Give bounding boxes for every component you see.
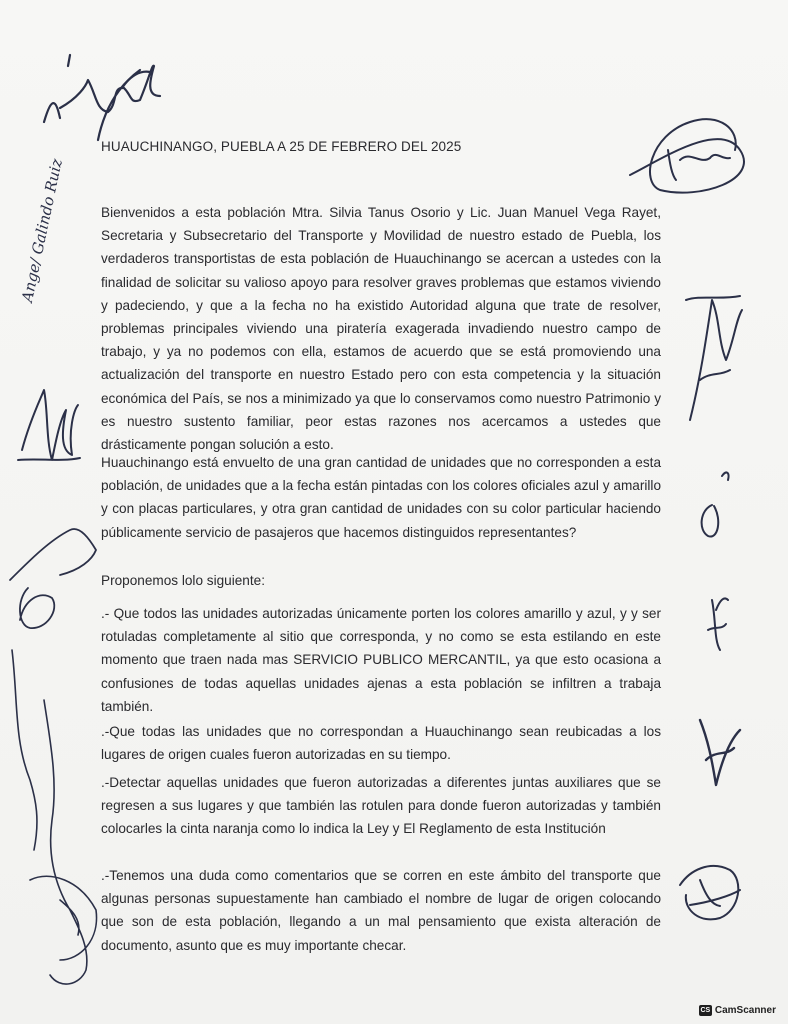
margin-handwritten-name: Ange/ Galindo Ruiz	[18, 157, 66, 304]
paragraph-proposal-heading: Proponemos lolo siguiente:	[101, 573, 265, 588]
document-dateline: HUAUCHINANGO, PUEBLA A 25 DE FEBRERO DEL 2025	[101, 139, 462, 154]
signature-left-1	[18, 390, 80, 460]
paragraph-problem: Huauchinango está envuelto de una gran cantidad de unidades que no corresponden a esta población, de unidades que a la fecha están pintadas con los colores oficiales azul y amarillo y con placas particulares, y otra gran cantidad de unidades con su color particular haciendo públicamente servicio de pasajeros que hacemos distinguidos representantes?	[101, 455, 661, 540]
signature-right-2	[702, 473, 729, 537]
signature-top-left	[44, 55, 160, 140]
proposal-item-colors: .- Que todos las unidades autorizadas únicamente porten los colores amarillo y azul, y y ser rotuladas completamente al sitio que corresponda, y no como se esta estilando en este momento que traen nada mas SERVICIO PUBLICO MERCANTIL, ya que esto ocasiona a confusiones de todas aquellas unidades ajenas a esta población se infiltren a trabaja también.	[101, 606, 661, 714]
paragraph-introduction: Bienvenidos a esta población Mtra. Silvia Tanus Osorio y Lic. Juan Manuel Vega Rayet, Secretaria y Subsecretario del Transporte y Movilidad de nuestro estado de Puebla, los verdaderos transportistas de esta población de Huauchinango se acercan a ustedes con la finalidad de solicitar su valioso apoyo para resolver graves problemas que estamos viviendo y padeciendo, y que a la fecha no ha existido Autoridad alguna que trate de resolver, problemas principales viviendo una piratería exagerada invadiendo nuestro campo de trabajo, y ya no podemos con ella, estamos de acuerdo que se está promoviendo una actualización del transporte en nuestro Estado pero con esta competencia y la situación económica del País, se nos a minimizado ya que lo conservamos como nuestro Patrimonio y es nuestro sustento familiar, peor estas razones nos acercamos a ustedes que drásticamente pongan solución a esto.	[101, 205, 661, 453]
proposal-item-relocation: .-Que todas las unidades que no correspondan a Huauchinango sean reubicadas a los lugares de origen cuales fueron autorizadas en su tiempo.	[101, 724, 661, 763]
signature-right-4	[700, 720, 740, 785]
camscanner-logo-icon: CS	[700, 1007, 711, 1014]
camscanner-watermark	[699, 1005, 776, 1016]
proposal-item-document-doubt: .-Tenemos una duda como comentarios que se corren en este ámbito del transporte que algunas personas supuestamente han cambiado el nombre de lugar de origen colocando que son de esta población, llegando a un mal pensamiento que exista alteración de documento, asunto que es muy importante checar.	[101, 868, 661, 953]
signature-left-3	[12, 650, 97, 984]
signature-left-2	[10, 529, 96, 628]
signature-right-3	[708, 598, 728, 650]
camscanner-label: CamScanner	[714, 1005, 776, 1016]
signature-right-1	[686, 296, 742, 420]
signature-top-right	[630, 119, 744, 192]
signature-right-5	[680, 866, 740, 919]
proposal-item-detection: .-Detectar aquellas unidades que fueron autorizadas a diferentes juntas auxiliares que se regresen a sus lugares y que también las rotulen para donde fueron autorizadas y también colocarles la cinta naranja como lo indica la Ley y El Reglamento de esta Institución	[101, 775, 661, 837]
